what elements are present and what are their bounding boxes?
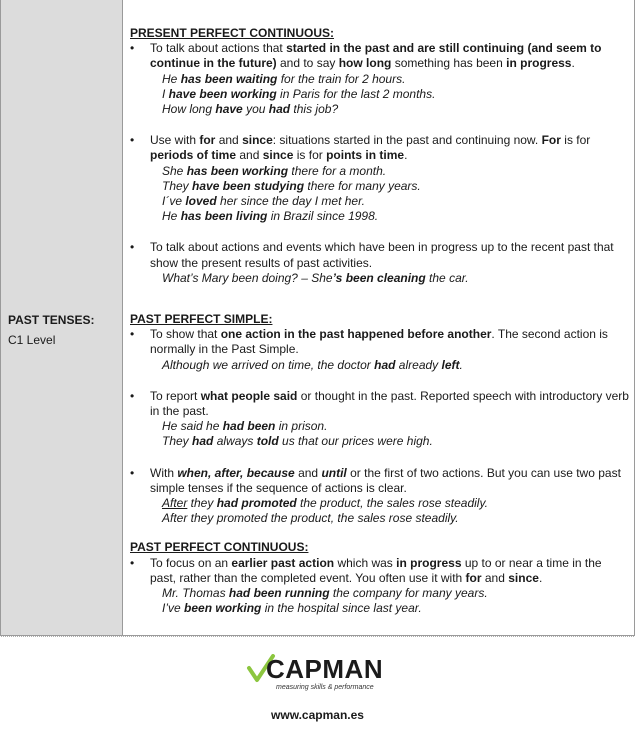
emphasis-text: points in time <box>326 148 405 163</box>
emphasis-text: for <box>199 133 216 148</box>
emphasis-text: since <box>508 570 539 585</box>
example-sentence: They have been studying there for many years. <box>162 178 421 193</box>
emphasis-text: have been working <box>168 86 277 101</box>
section-heading: PAST PERFECT SIMPLE: <box>130 312 273 327</box>
list-item <box>130 133 630 163</box>
bullet-marker: • <box>130 465 135 480</box>
rule-text: To focus on an earlier past action which was in progress up to or near a time in the past, rather than the completed event. You often use it with for and since. <box>150 555 602 585</box>
bullet-marker: • <box>130 388 135 403</box>
example-sentence: They had always told us that our prices were high. <box>162 434 433 449</box>
emphasis-text: earlier past action <box>231 555 335 570</box>
list-item <box>130 389 630 419</box>
list-item <box>130 41 630 71</box>
bullet-marker: • <box>130 41 135 56</box>
emphasis-text: since <box>262 148 294 163</box>
emphasis-text: has been living <box>180 209 268 224</box>
tense-section <box>130 26 630 286</box>
section-heading: PAST PERFECT CONTINUOUS: <box>130 540 309 555</box>
emphasis-text: been working <box>184 601 262 616</box>
list-item <box>130 327 630 357</box>
sidebar-level: C1 Level <box>8 333 56 347</box>
tense-content <box>130 26 630 617</box>
emphasis-text: started in the past and are still continuing (and seem to continue in the future) <box>150 41 602 71</box>
rule-text: To report what people said or thought in the past. Reported speech with introductory verb in the past. <box>150 388 629 419</box>
website-url[interactable]: www.capman.es <box>271 708 364 722</box>
tense-section <box>130 540 630 616</box>
emphasis-text: have been studying <box>192 178 305 193</box>
example-sentence: Although we arrived on time, the doctor had already left. <box>162 357 463 372</box>
bullet-marker: • <box>130 133 135 148</box>
bullet-marker: • <box>130 327 135 342</box>
example-sentence: He said he had been in prison. <box>162 419 328 434</box>
emphasis-text: had been <box>222 419 276 434</box>
dotted-divider <box>1 636 634 637</box>
rule-text: Use with for and since: situations started in the past and continuing now. For is for periods of time and since is for points in time. <box>150 133 591 163</box>
emphasis-text: in progress <box>506 56 572 71</box>
rule-text: To show that one action in the past happened before another. The second action is normally in the Past Simple. <box>150 327 608 357</box>
emphasis-text: had promoted <box>216 496 297 511</box>
emphasis-text: ’s been cleaning <box>332 270 426 285</box>
emphasis-text: loved <box>185 194 217 209</box>
emphasis-text: has been working <box>186 163 289 178</box>
emphasis-text: in progress <box>396 555 462 570</box>
emphasis-text: how long <box>338 56 392 71</box>
emphasis-text: when, after, because <box>177 465 295 480</box>
example-sentence: He has been living in Brazil since 1998. <box>162 209 379 224</box>
capman-logo <box>246 652 396 696</box>
tense-section <box>130 312 630 526</box>
logo-tagline: measuring skills & performance <box>276 684 374 691</box>
emphasis-text: had been running <box>228 586 330 601</box>
example-sentence: After they had promoted the product, the sales rose steadily. <box>162 496 488 511</box>
example-sentence: After they promoted the product, the sales rose steadily. <box>162 511 459 526</box>
sidebar-title: PAST TENSES: <box>8 313 95 327</box>
example-sentence: I have been working in Paris for the last 2 months. <box>162 86 436 101</box>
list-item <box>130 240 630 270</box>
emphasis-text: For <box>541 133 561 148</box>
example-sentence: He has been waiting for the train for 2 hours. <box>162 71 406 86</box>
emphasis-text: what people said <box>200 388 298 403</box>
example-sentence: How long have you had this job? <box>162 102 339 117</box>
emphasis-text: had <box>374 357 396 372</box>
emphasis-text: has been waiting <box>180 71 278 86</box>
bullet-marker: • <box>130 555 135 570</box>
rule-text: With when, after, because and until or the first of two actions. But you can use two past simple tenses if the sequence of actions is clear. <box>150 465 621 495</box>
emphasis-text: After <box>162 496 188 511</box>
list-item <box>130 556 630 586</box>
example-sentence: What’s Mary been doing? – She’s been cleaning the car. <box>162 270 469 285</box>
rule-text: To talk about actions and events which have been in progress up to the recent past that show the present results of past activities. <box>150 240 614 270</box>
example-sentence: I’ve been working in the hospital since last year. <box>162 601 422 616</box>
example-sentence: I´ve loved her since the day I met her. <box>162 194 365 209</box>
example-sentence: Mr. Thomas had been running the company for many years. <box>162 586 488 601</box>
list-item <box>130 466 630 496</box>
emphasis-text: until <box>321 465 347 480</box>
emphasis-text: told <box>256 434 279 449</box>
emphasis-text: for <box>465 570 482 585</box>
emphasis-text: had <box>192 434 214 449</box>
emphasis-text: periods of time <box>150 148 237 163</box>
logo-word: CAPMAN <box>266 654 384 684</box>
section-heading: PRESENT PERFECT CONTINUOUS: <box>130 26 335 40</box>
emphasis-text: had <box>268 102 291 117</box>
emphasis-text: one action in the past happened before another <box>220 327 492 342</box>
emphasis-text: left <box>441 357 460 372</box>
example-sentence: She has been working there for a month. <box>162 163 387 178</box>
bullet-marker: • <box>130 240 135 255</box>
rule-text: To talk about actions that started in the past and are still continuing (and seem to continue in the future) and to say how long something has been in progress. <box>150 41 602 71</box>
emphasis-text: have <box>215 102 243 117</box>
left-column <box>1 0 123 635</box>
emphasis-text: since <box>242 133 273 148</box>
